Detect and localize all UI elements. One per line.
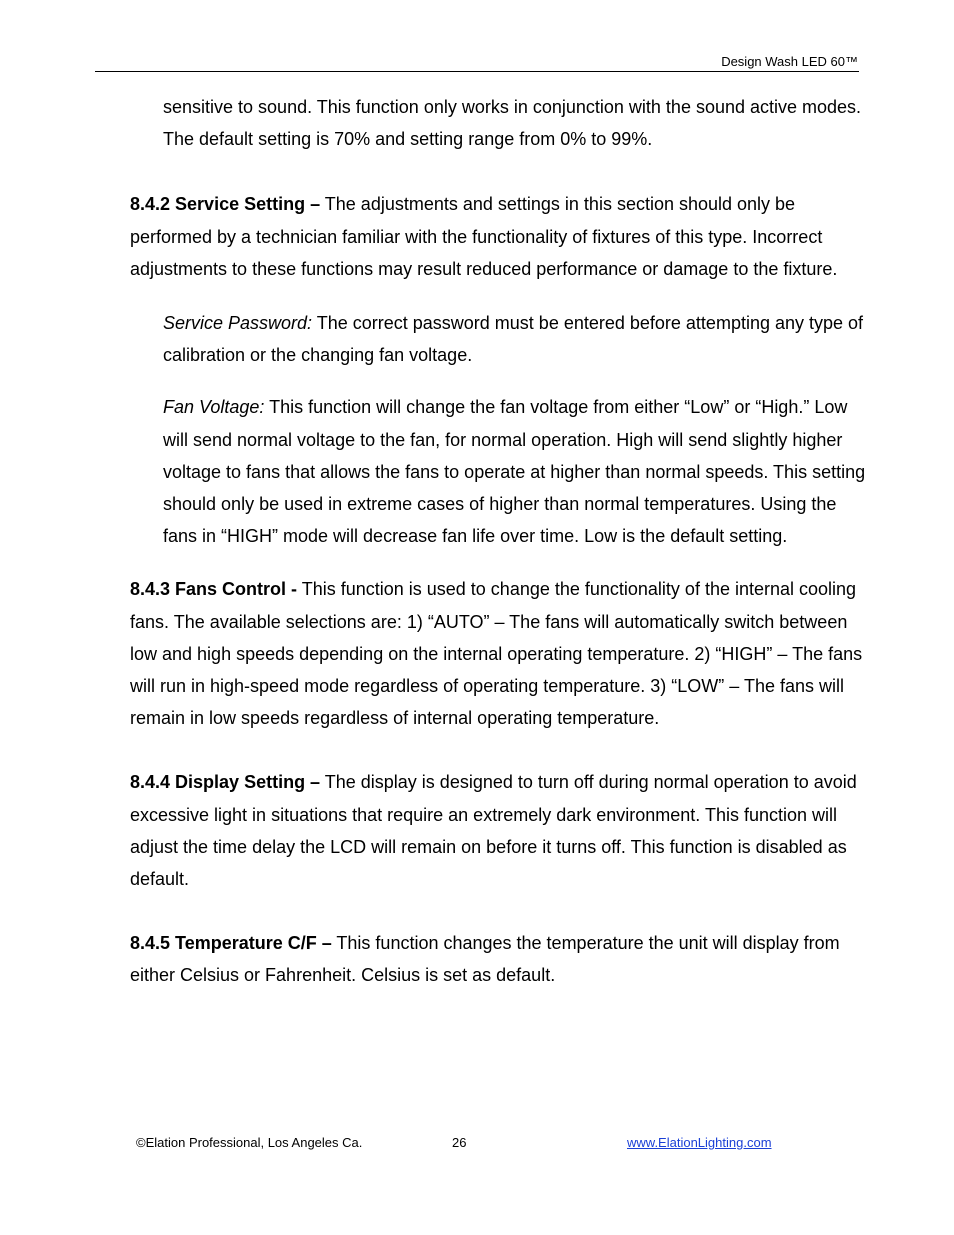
item-service-password: [130, 307, 870, 371]
document-title: Design Wash LED 60™: [721, 54, 858, 69]
header-divider: [95, 71, 859, 72]
footer-copyright: ©Elation Professional, Los Angeles Ca.: [136, 1135, 363, 1150]
section-display-setting: [130, 766, 870, 895]
section-heading: 8.4.2 Service Setting –: [130, 194, 321, 215]
sound-sensitivity-continuation: sensitive to sound. This function only works in conjunction with the sound active modes. The default setting is 70% and setting range from 0% to 99%.: [163, 97, 862, 150]
section-text: This function is used to change the functionality of the internal cooling fans. The available selections are: 1) “AUTO” – The fans will automatically switch between low and high speeds depending on the internal operating temperature. 2) “HIGH” – The fans will run in high-speed mode regardless of operating temperature. 3) “LOW” – The fans will remain in low speeds regardless of internal operating temperature.: [130, 579, 863, 729]
item-text: This function will change the fan voltage from either “Low” or “High.” Low will send normal voltage to the fan, for normal operation. High will send slightly higher voltage to fans that allows the fans to operate at higher than normal speeds. This setting should only be used in extreme cases of higher than normal temperatures. Using the fans in “HIGH” mode will decrease fan life over time. Low is the default setting.: [163, 397, 866, 547]
website-link[interactable]: www.ElationLighting.com: [627, 1135, 772, 1150]
item-label: Service Password:: [163, 313, 313, 334]
section-text: The adjustments and settings in this section should only be performed by a technician familiar with the functionality of fixtures of this type. Incorrect adjustments to these functions may result reduced performance or damage to the fixture.: [130, 194, 838, 279]
item-fan-voltage: [130, 391, 870, 552]
section-text: This function changes the temperature the unit will display from either Celsius or Fahrenheit. Celsius is set as default.: [130, 933, 840, 986]
item-label: Fan Voltage:: [163, 397, 265, 418]
section-fans-control: [130, 573, 870, 734]
section-text: The display is designed to turn off during normal operation to avoid excessive light in situations that require an extremely dark environment. This function will adjust the time delay the LCD will remain on before it turns off. This function is disabled as default.: [130, 772, 857, 890]
item-text: The correct password must be entered before attempting any type of calibration or the changing fan voltage.: [163, 313, 864, 366]
section-service-setting: [130, 188, 870, 285]
page-content: [130, 91, 870, 992]
section-heading: 8.4.3 Fans Control -: [130, 579, 298, 600]
section-heading: 8.4.4 Display Setting –: [130, 772, 321, 793]
section-heading: 8.4.5 Temperature C/F –: [130, 933, 332, 954]
section-temperature: [130, 927, 870, 991]
page-number: 26: [452, 1135, 467, 1150]
